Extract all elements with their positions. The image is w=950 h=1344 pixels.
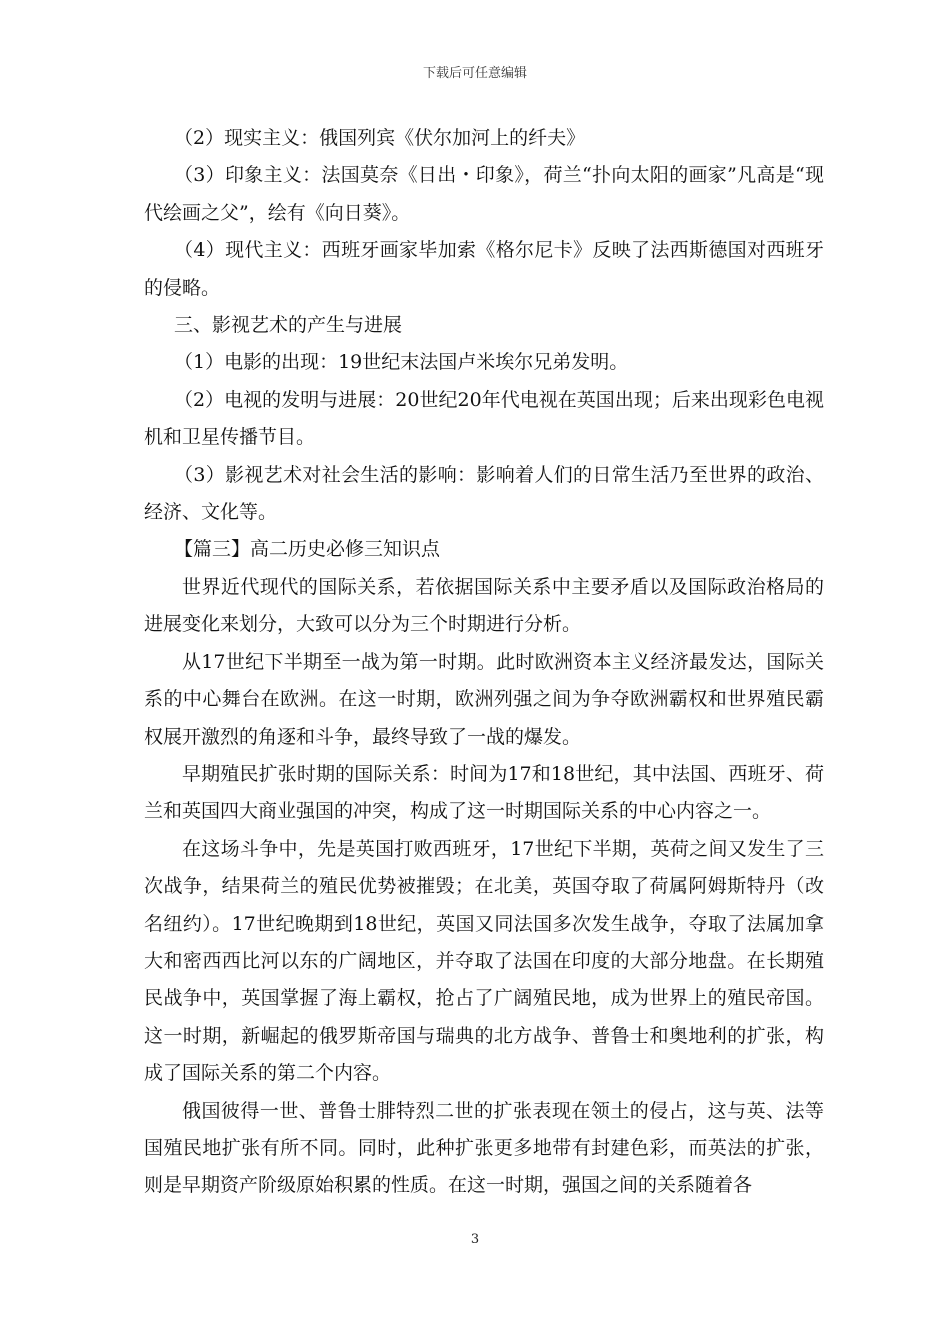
- paragraph-early-colonial: 早期殖民扩张时期的国际关系：时间为17和18世纪，其中法国、西班牙、荷兰和英国四大商业强国的冲突，构成了这一时期国际关系的中心内容之一。: [144, 762, 824, 823]
- section-heading-film-tv: 三、影视艺术的产生与进展: [174, 314, 403, 337]
- paragraph-first-period: 从17世纪下半期至一战为第一时期。此时欧洲资本主义经济最发达，国际关系的中心舞台在欧洲。在这一时期，欧洲列强之间为争夺欧洲霸权和世界殖民霸权展开激烈的角逐和斗争，最终导致了一战的爆发。: [144, 650, 824, 748]
- paragraph-impressionism: （3）印象主义：法国莫奈《日出・印象》，荷兰“扑向太阳的画家”凡高是“现代绘画之父”，绘有《向日葵》。: [144, 164, 824, 224]
- chapter-heading-part-three: 【篇三】高二历史必修三知识点: [174, 538, 441, 561]
- paragraph-film: （1）电影的出现：19世纪末法国卢米埃尔兄弟发明。: [174, 351, 629, 374]
- paragraph-intro: 世界近代现代的国际关系，若依据国际关系中主要矛盾以及国际政治格局的进展变化来划分，大致可以分为三个时期进行分析。: [144, 575, 824, 636]
- paragraph-russia-prussia: 俄国彼得一世、普鲁士腓特烈二世的扩张表现在领土的侵占，这与英、法等国殖民地扩张有所不同。同时，此种扩张更多地带有封建色彩，而英法的扩张，则是早期资产阶级原始积累的性质。在这一时期，强国之间的关系随着各: [144, 1099, 824, 1197]
- paragraph-media-influence: （3）影视艺术对社会生活的影响：影响着人们的日常生活乃至世界的政治、经济、文化等。: [144, 463, 824, 524]
- document-body: [144, 120, 824, 1205]
- paragraph-television: （2）电视的发明与进展：20世纪20年代电视在英国出现；后来出现彩色电视机和卫星传播节目。: [144, 388, 824, 449]
- page-header: 下载后可任意编辑: [422, 66, 527, 81]
- paragraph-struggle: 在这场斗争中，先是英国打败西班牙，17世纪下半期，英荷之间又发生了三次战争，结果荷兰的殖民优势被摧毁；在北美，英国夺取了荷属阿姆斯特丹（改名纽约）。17世纪晚期到18世纪，英国又同法国多次发生战争，夺取了法属加拿大和密西西比河以东的广阔地区，并夺取了法国在印度的大部分地盘。在长期殖民战争中，英国掌握了海上霸权，抢占了广阔殖民地，成为世界上的殖民帝国。这一时期，新崛起的俄罗斯帝国与瑞典的北方战争、普鲁士和奥地利的扩张，构成了国际关系的第二个内容。: [144, 837, 824, 1085]
- page-number: 3: [470, 1232, 480, 1247]
- paragraph-modernism: （4）现代主义：西班牙画家毕加索《格尔尼卡》反映了法西斯德国对西班牙的侵略。: [144, 239, 824, 299]
- paragraph-realism: （2）现实主义：俄国列宾《伏尔加河上的纤夫》: [174, 127, 586, 149]
